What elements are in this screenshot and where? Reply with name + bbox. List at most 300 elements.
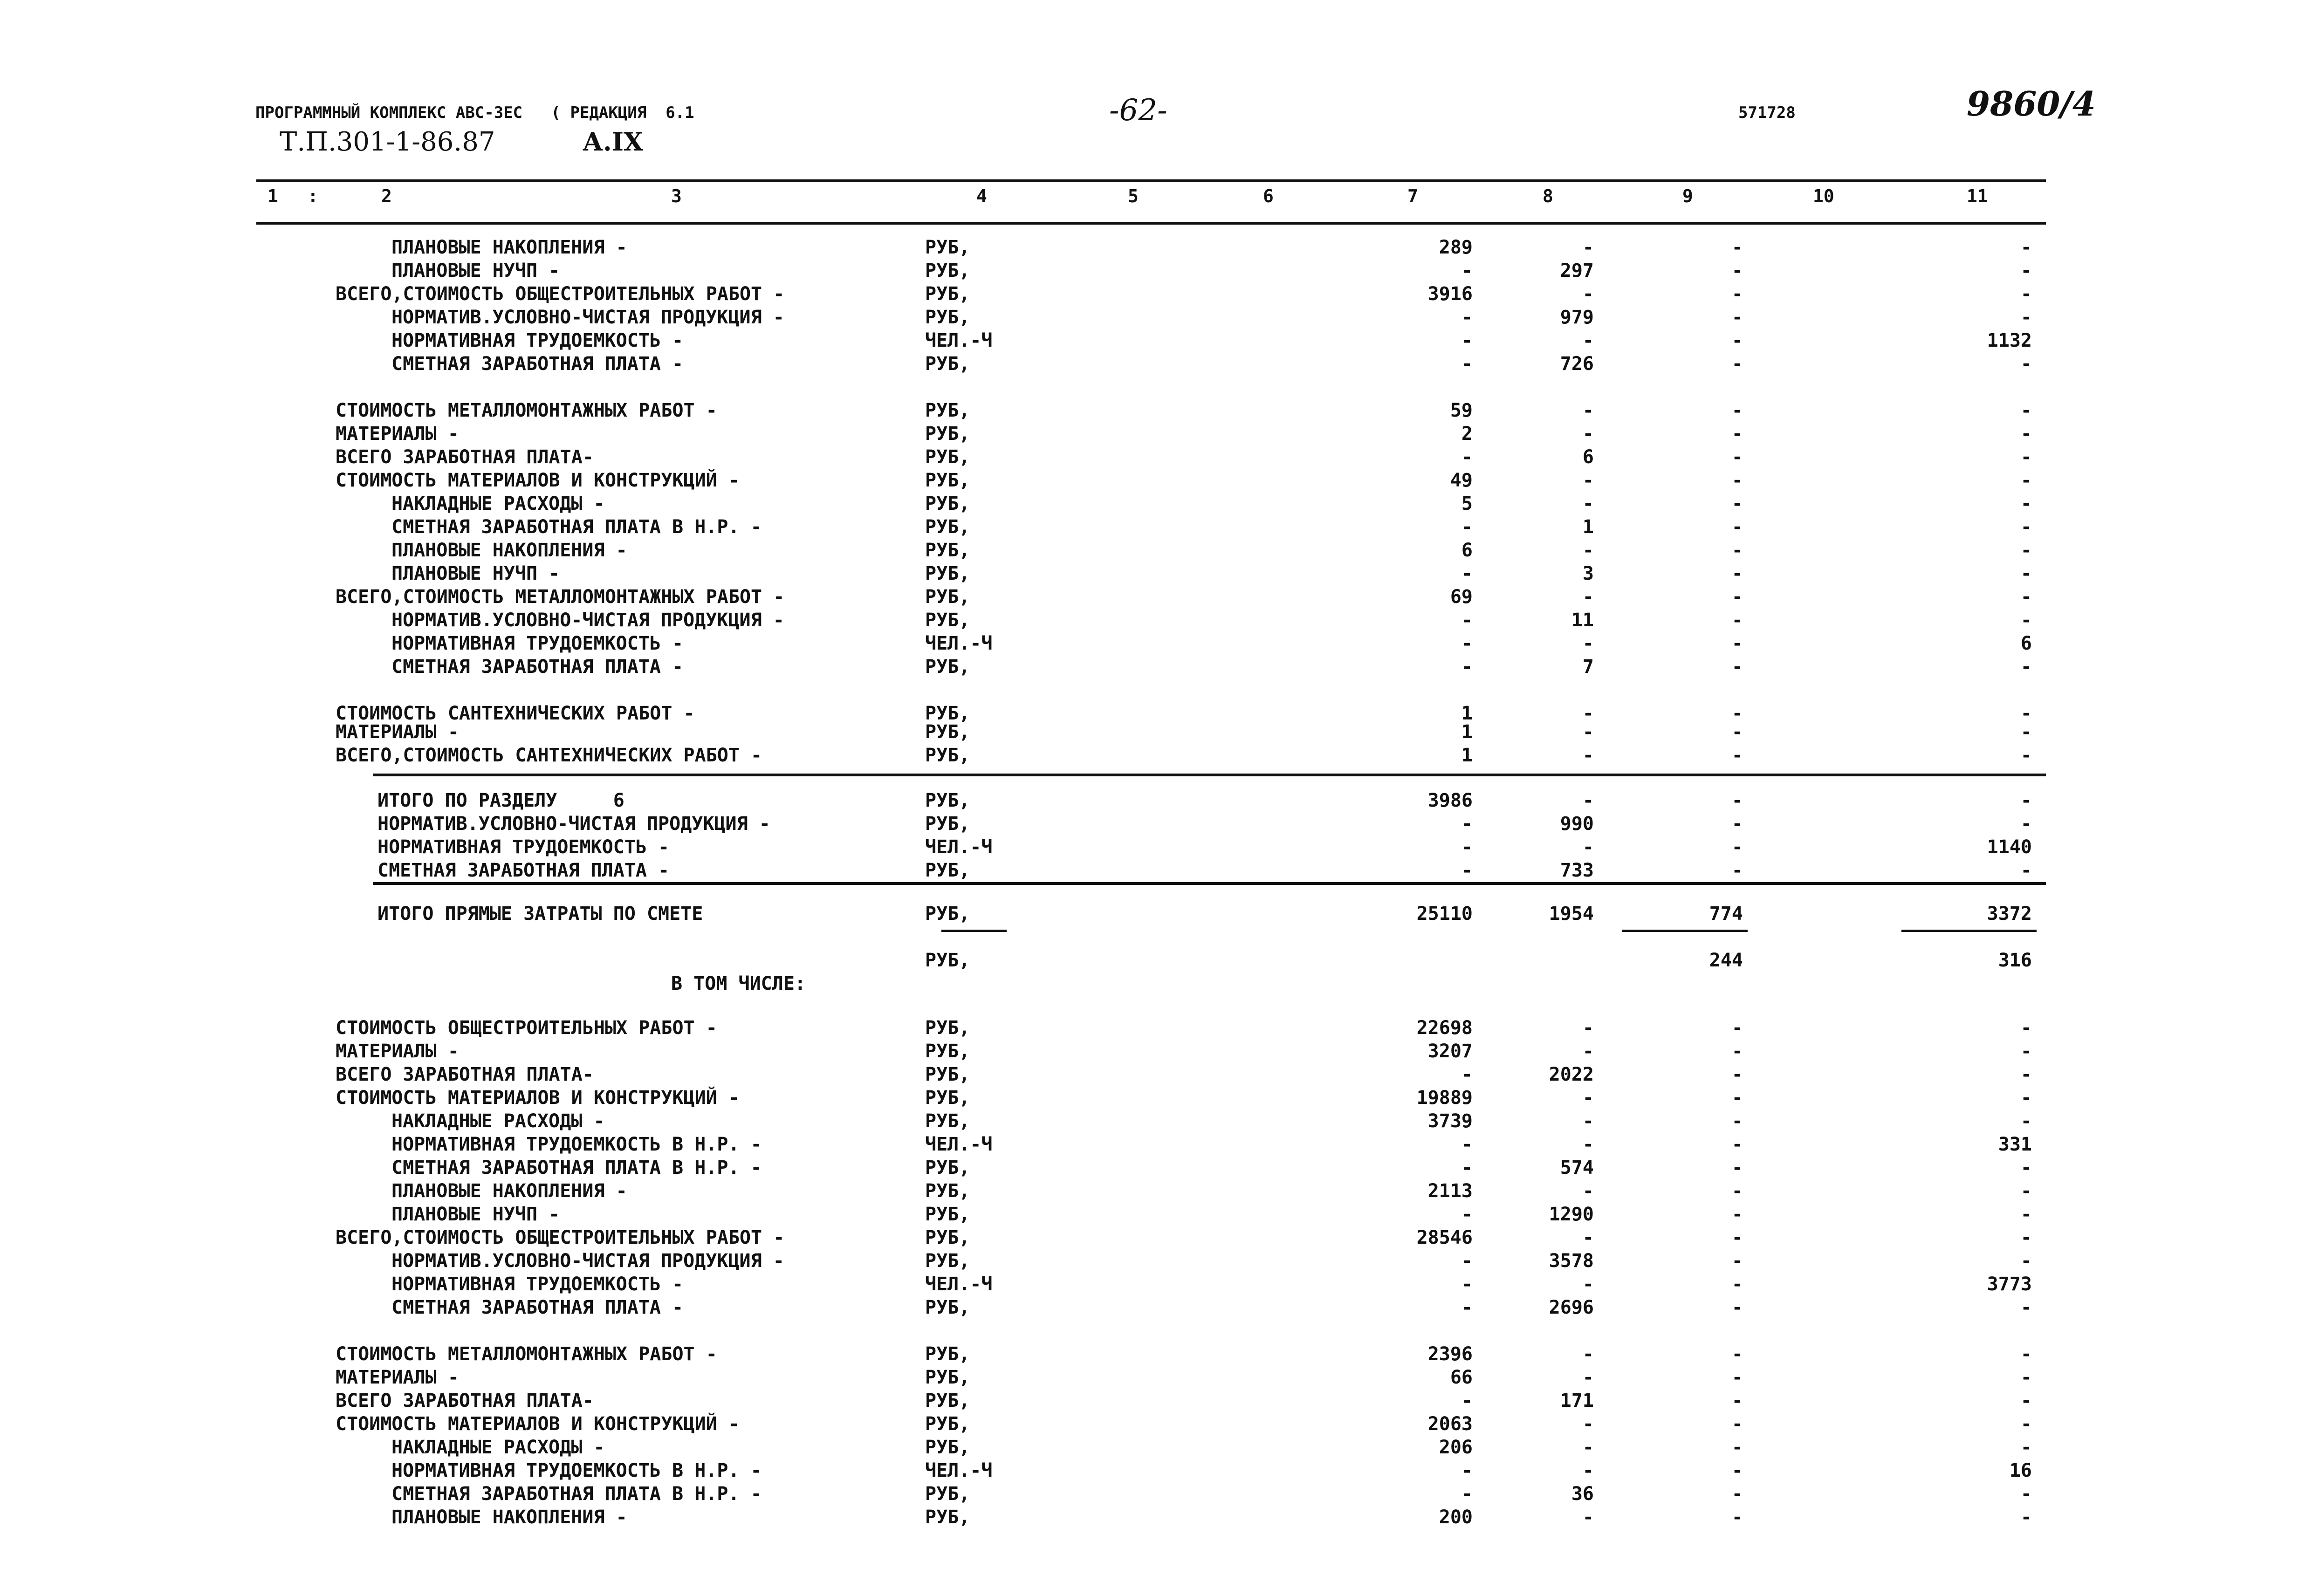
cell-col8: - [1582, 1437, 1594, 1458]
cell-col8: 726 [1560, 353, 1594, 375]
table-row [0, 788, 2312, 813]
row-unit: ЧЕЛ.-Ч [925, 836, 993, 858]
row-unit: РУБ, [925, 950, 970, 971]
row-unit: РУБ, [925, 516, 970, 538]
table-row [0, 1249, 2312, 1273]
row-label: МАТЕРИАЛЫ - [336, 1041, 459, 1062]
row-unit: РУБ, [925, 1204, 970, 1225]
cell-col11: - [2020, 493, 2032, 514]
row-unit: РУБ, [925, 1343, 970, 1365]
cell-col8: - [1582, 1460, 1594, 1481]
row-unit: РУБ, [925, 1507, 970, 1528]
table-row [0, 398, 2312, 423]
cell-col7: 2063 [1427, 1413, 1473, 1435]
cell-col11: - [2020, 1087, 2032, 1109]
cell-col8: 733 [1560, 860, 1594, 881]
cell-col8: - [1582, 423, 1594, 445]
cell-col7: - [1461, 1483, 1473, 1505]
cell-col9: - [1731, 493, 1743, 514]
cell-col9: - [1731, 860, 1743, 881]
cell-col8: - [1582, 836, 1594, 858]
row-unit: РУБ, [925, 656, 970, 678]
cell-col8: - [1582, 330, 1594, 351]
table-row [0, 562, 2312, 586]
row-label: СМЕТНАЯ ЗАРАБОТНАЯ ПЛАТА - [377, 860, 670, 881]
row-label: СМЕТНАЯ ЗАРАБОТНАЯ ПЛАТА - [391, 1297, 684, 1318]
cell-col8: - [1582, 1274, 1594, 1295]
table-row [0, 492, 2312, 516]
row-label: МАТЕРИАЛЫ - [336, 423, 459, 445]
cell-col7: - [1461, 1390, 1473, 1411]
row-unit: РУБ, [925, 1250, 970, 1272]
cell-col9: - [1731, 353, 1743, 375]
table-row [0, 1272, 2312, 1296]
cell-col8: 3578 [1549, 1250, 1594, 1272]
cell-col8: - [1582, 586, 1594, 608]
cell-col8: 297 [1560, 260, 1594, 281]
row-unit: РУБ, [925, 813, 970, 835]
header-program-line: ПРОГРАММНЫЙ КОМПЛЕКС АВС-3ЕС ( РЕДАКЦИЯ 6.1 [255, 103, 694, 122]
cell-col7: - [1461, 1157, 1473, 1178]
row-unit: РУБ, [925, 1041, 970, 1062]
table-row [0, 1039, 2312, 1063]
row-label: ВСЕГО ЗАРАБОТНАЯ ПЛАТА- [336, 446, 594, 468]
cell-col7: 3739 [1427, 1110, 1473, 1132]
cell-col11: - [2020, 423, 2032, 445]
cell-col11: - [2020, 237, 2032, 258]
cell-col8: 1954 [1549, 903, 1594, 925]
table-row [0, 282, 2312, 306]
cell-col11: - [2020, 1180, 2032, 1202]
cell-col9: - [1731, 1274, 1743, 1295]
row-unit: РУБ, [925, 903, 970, 925]
cell-col7: 2396 [1427, 1343, 1473, 1365]
cell-col9: - [1731, 330, 1743, 351]
cell-col9: - [1731, 1460, 1743, 1481]
cell-col11: - [2020, 790, 2032, 811]
row-label: ПЛАНОВЫЕ НАКОПЛЕНИЯ - [391, 1180, 627, 1202]
cell-col9: - [1731, 703, 1743, 724]
row-unit: РУБ, [925, 860, 970, 881]
cell-col7: 1 [1461, 703, 1473, 724]
cell-col9: - [1731, 1367, 1743, 1388]
header-code-number: 571728 [1738, 103, 1796, 122]
row-label: НАКЛАДНЫЕ РАСХОДЫ - [391, 1110, 605, 1132]
cell-col7: - [1461, 307, 1473, 328]
cell-col9: - [1731, 633, 1743, 654]
cell-col7: - [1461, 1460, 1473, 1481]
col-8: 8 [1543, 186, 1553, 206]
cell-col8: - [1582, 1087, 1594, 1109]
table-row [0, 1389, 2312, 1413]
cell-col11: - [2020, 400, 2032, 421]
cell-col9: - [1731, 610, 1743, 631]
row-label: ИТОГО ПРЯМЫЕ ЗАТРАТЫ ПО СМЕТЕ [377, 903, 703, 925]
table-row [0, 835, 2312, 859]
cell-col11: - [2020, 563, 2032, 584]
cell-col7: - [1461, 860, 1473, 881]
cell-col8: - [1582, 400, 1594, 421]
table-row [0, 1109, 2312, 1133]
cell-col8: 6 [1582, 446, 1594, 468]
cell-col11: - [2020, 1227, 2032, 1248]
cell-col8: 1290 [1549, 1204, 1594, 1225]
header-album: А.IX [583, 127, 643, 157]
cell-col11: - [2020, 1041, 2032, 1062]
cell-col7: - [1461, 1134, 1473, 1155]
row-label: СТОИМОСТЬ САНТЕХНИЧЕСКИХ РАБОТ - [336, 703, 695, 724]
cell-col11: - [2020, 283, 2032, 305]
col-3: 3 [671, 186, 682, 206]
cell-col7: 28546 [1416, 1227, 1473, 1248]
cell-col9: - [1731, 283, 1743, 305]
cell-col9: - [1731, 260, 1743, 281]
cell-col11: - [2020, 470, 2032, 491]
row-unit: РУБ, [925, 586, 970, 608]
cell-col7: 59 [1450, 400, 1473, 421]
table-row [0, 1295, 2312, 1320]
table-row [0, 812, 2312, 836]
row-label: СМЕТНАЯ ЗАРАБОТНАЯ ПЛАТА - [391, 353, 684, 375]
table-row [0, 743, 2312, 767]
cell-col7: 2 [1461, 423, 1473, 445]
cell-col7: - [1461, 353, 1473, 375]
cell-col11: 3372 [1987, 903, 2032, 925]
cell-col9: - [1731, 1227, 1743, 1248]
cell-col11: - [2020, 446, 2032, 468]
cell-col9: - [1731, 1134, 1743, 1155]
table-row [0, 1482, 2312, 1506]
cell-col7: 49 [1450, 470, 1473, 491]
row-unit: ЧЕЛ.-Ч [925, 1134, 993, 1155]
table-row [0, 1202, 2312, 1226]
cell-col9: - [1731, 516, 1743, 538]
row-label: НОРМАТИВНАЯ ТРУДОЕМКОСТЬ - [391, 633, 684, 654]
cell-col9: - [1731, 586, 1743, 608]
cell-col7: 6 [1461, 540, 1473, 561]
col-9: 9 [1682, 186, 1693, 206]
cell-col9: - [1731, 470, 1743, 491]
cell-col11: - [2020, 1297, 2032, 1318]
cell-col7: 3207 [1427, 1041, 1473, 1062]
cell-col11: - [2020, 353, 2032, 375]
cell-col9: - [1731, 790, 1743, 811]
cell-col11: - [2020, 1413, 2032, 1435]
cell-col11: - [2020, 656, 2032, 678]
row-unit: РУБ, [925, 283, 970, 305]
cell-col11: - [2020, 1343, 2032, 1365]
row-label: НОРМАТИВНАЯ ТРУДОЕМКОСТЬ - [391, 330, 684, 351]
table-row [0, 515, 2312, 539]
table-row [0, 329, 2312, 353]
table-row [0, 720, 2312, 744]
table-row [0, 1179, 2312, 1203]
table-row [0, 585, 2312, 609]
cell-col8: - [1582, 703, 1594, 724]
row-unit: РУБ, [925, 1157, 970, 1178]
table-row [0, 468, 2312, 493]
col-7: 7 [1407, 186, 1418, 206]
table-row [0, 305, 2312, 329]
table-row [0, 1226, 2312, 1250]
table-row [0, 1505, 2312, 1529]
cell-col11: - [2020, 1483, 2032, 1505]
cell-col7: - [1461, 1274, 1473, 1295]
cell-col8: 7 [1582, 656, 1594, 678]
cell-col9: - [1731, 1437, 1743, 1458]
cell-col11: - [2020, 745, 2032, 766]
row-label: ПЛАНОВЫЕ НАКОПЛЕНИЯ - [391, 237, 627, 258]
cell-col11: - [2020, 703, 2032, 724]
cell-col7: 19889 [1416, 1087, 1473, 1109]
table-row [0, 1435, 2312, 1459]
cell-col11: - [2020, 860, 2032, 881]
cell-col11: 316 [1998, 950, 2032, 971]
cell-col11: - [2020, 1367, 2032, 1388]
row-unit: РУБ, [925, 610, 970, 631]
row-unit: РУБ, [925, 540, 970, 561]
row-unit: РУБ, [925, 1227, 970, 1248]
row-label: СТОИМОСТЬ МЕТАЛЛОМОНТАЖНЫХ РАБОТ - [336, 400, 717, 421]
cell-col8: 2696 [1549, 1297, 1594, 1318]
cell-col11: - [2020, 1437, 2032, 1458]
cell-col7: - [1461, 656, 1473, 678]
cell-col8: - [1582, 237, 1594, 258]
cell-col7: 66 [1450, 1367, 1473, 1388]
cell-col7: 1 [1461, 745, 1473, 766]
cell-col8: - [1582, 283, 1594, 305]
row-label: СМЕТНАЯ ЗАРАБОТНАЯ ПЛАТА В Н.Р. - [391, 1157, 762, 1178]
cell-col8: - [1582, 1110, 1594, 1132]
row-unit: РУБ, [925, 1087, 970, 1109]
table-row [0, 1459, 2312, 1483]
cell-col11: 331 [1998, 1134, 2032, 1155]
table-row [0, 422, 2312, 446]
cell-col11: 1140 [1987, 836, 2032, 858]
table-row [0, 631, 2312, 656]
table-row [0, 655, 2312, 679]
row-label: ИТОГО ПО РАЗДЕЛУ 6 [377, 790, 624, 811]
row-label: ВСЕГО ЗАРАБОТНАЯ ПЛАТА- [336, 1390, 594, 1411]
page-number-mark: -62- [1109, 93, 1167, 128]
cell-col8: - [1582, 633, 1594, 654]
row-unit: РУБ, [925, 446, 970, 468]
table-row [0, 259, 2312, 283]
row-label: СМЕТНАЯ ЗАРАБОТНАЯ ПЛАТА В Н.Р. - [391, 1483, 762, 1505]
cell-col9: - [1731, 1483, 1743, 1505]
cell-col8: - [1582, 540, 1594, 561]
cell-col9: - [1731, 1064, 1743, 1085]
row-label: ВСЕГО,СТОИМОСТЬ ОБЩЕСТРОИТЕЛЬНЫХ РАБОТ - [336, 1227, 785, 1248]
cell-col11: - [2020, 1204, 2032, 1225]
table-row [0, 445, 2312, 469]
cell-col8: - [1582, 493, 1594, 514]
row-label: НОРМАТИВНАЯ ТРУДОЕМКОСТЬ - [377, 836, 670, 858]
cell-col8: - [1582, 745, 1594, 766]
col-11: 11 [1967, 186, 1988, 206]
row-unit: РУБ, [925, 400, 970, 421]
cell-col11: - [2020, 721, 2032, 743]
cell-col11: - [2020, 260, 2032, 281]
row-label: НОРМАТИВ.УСЛОВНО-ЧИСТАЯ ПРОДУКЦИЯ - [391, 1250, 784, 1272]
row-label: ПЛАНОВЫЕ НУЧП - [391, 260, 560, 281]
row-label: СТОИМОСТЬ МАТЕРИАЛОВ И КОНСТРУКЦИЙ - [336, 470, 740, 491]
cell-col9: - [1731, 1343, 1743, 1365]
row-unit: ЧЕЛ.-Ч [925, 1460, 993, 1481]
cell-col7: 3986 [1427, 790, 1473, 811]
col-sep: : [308, 186, 318, 206]
table-row [0, 1062, 2312, 1087]
cell-col9: - [1731, 721, 1743, 743]
cell-col8: 979 [1560, 307, 1594, 328]
table-row [0, 902, 2312, 926]
row-label: СМЕТНАЯ ЗАРАБОТНАЯ ПЛАТА - [391, 656, 684, 678]
cell-col9: - [1731, 307, 1743, 328]
row-label: ВСЕГО,СТОИМОСТЬ МЕТАЛЛОМОНТАЖНЫХ РАБОТ - [336, 586, 785, 608]
row-unit: РУБ, [925, 703, 970, 724]
row-label: ВСЕГО,СТОИМОСТЬ ОБЩЕСТРОИТЕЛЬНЫХ РАБОТ - [336, 283, 785, 305]
cell-col11: - [2020, 813, 2032, 835]
cell-col7: - [1461, 610, 1473, 631]
row-label: ВСЕГО,СТОИМОСТЬ САНТЕХНИЧЕСКИХ РАБОТ - [336, 745, 762, 766]
cell-col9: - [1731, 1087, 1743, 1109]
cell-col7: 3916 [1427, 283, 1473, 305]
cell-col8: - [1582, 790, 1594, 811]
col-2: 2 [381, 186, 392, 206]
cell-col9: - [1731, 1297, 1743, 1318]
cell-col9: - [1731, 656, 1743, 678]
cell-col9: 774 [1709, 903, 1743, 925]
cell-col7: - [1461, 1250, 1473, 1272]
cell-col9: - [1731, 1250, 1743, 1272]
table-row [0, 1132, 2312, 1157]
cell-col9: - [1731, 1390, 1743, 1411]
row-label: МАТЕРИАЛЫ - [336, 1367, 459, 1388]
cell-col8: - [1582, 1507, 1594, 1528]
row-label: НОРМАТИВНАЯ ТРУДОЕМКОСТЬ - [391, 1274, 684, 1295]
header-project-code: Т.П.301-1-86.87 [280, 127, 495, 157]
handwritten-sheet-number: 9860/4 [1967, 84, 2096, 123]
table-row [0, 608, 2312, 632]
cell-col8: 11 [1571, 610, 1594, 631]
row-unit: РУБ, [925, 1297, 970, 1318]
row-unit: РУБ, [925, 1413, 970, 1435]
cell-col9: - [1731, 1017, 1743, 1039]
cell-col11: - [2020, 610, 2032, 631]
row-unit: РУБ, [925, 1110, 970, 1132]
cell-col11: - [2020, 586, 2032, 608]
cell-col8: 1 [1582, 516, 1594, 538]
cell-col8: - [1582, 1413, 1594, 1435]
cell-col8: - [1582, 1180, 1594, 1202]
table-row [0, 1342, 2312, 1366]
cell-col7: - [1461, 1204, 1473, 1225]
row-label: МАТЕРИАЛЫ - [336, 721, 459, 743]
row-unit: РУБ, [925, 1483, 970, 1505]
col-5: 5 [1128, 186, 1139, 206]
cell-col7: - [1461, 813, 1473, 835]
table-row [0, 1156, 2312, 1180]
cell-col8: 171 [1560, 1390, 1594, 1411]
row-label: ВСЕГО ЗАРАБОТНАЯ ПЛАТА- [336, 1064, 594, 1085]
cell-col7: 200 [1439, 1507, 1473, 1528]
cell-col7: - [1461, 516, 1473, 538]
cell-col11: 3773 [1987, 1274, 2032, 1295]
cell-col11: 16 [2009, 1460, 2032, 1481]
cell-col9: - [1731, 540, 1743, 561]
cell-col9: - [1731, 1110, 1743, 1132]
cell-col9: - [1731, 813, 1743, 835]
row-unit: РУБ, [925, 721, 970, 743]
cell-col7: - [1461, 1297, 1473, 1318]
row-label: НОРМАТИВ.УСЛОВНО-ЧИСТАЯ ПРОДУКЦИЯ - [391, 610, 784, 631]
cell-col8: - [1582, 721, 1594, 743]
cell-col7: - [1461, 330, 1473, 351]
cell-col9: - [1731, 237, 1743, 258]
table-row [0, 538, 2312, 562]
cell-col8: - [1582, 1343, 1594, 1365]
cell-col11: - [2020, 540, 2032, 561]
row-label: СМЕТНАЯ ЗАРАБОТНАЯ ПЛАТА В Н.Р. - [391, 516, 762, 538]
subsection-heading: В ТОМ ЧИСЛЕ: [671, 973, 806, 994]
cell-col7: 5 [1461, 493, 1473, 514]
cell-col7: 25110 [1416, 903, 1473, 925]
cell-col11: 6 [2020, 633, 2032, 654]
row-unit: ЧЕЛ.-Ч [925, 1274, 993, 1295]
cell-col9: - [1731, 1180, 1743, 1202]
table-row [0, 1016, 2312, 1040]
cell-col9: - [1731, 563, 1743, 584]
row-label: НОРМАТИВНАЯ ТРУДОЕМКОСТЬ В Н.Р. - [391, 1134, 762, 1155]
cell-col11: - [2020, 516, 2032, 538]
cell-col7: 289 [1439, 237, 1473, 258]
cell-col8: 36 [1571, 1483, 1594, 1505]
cell-col8: - [1582, 1017, 1594, 1039]
row-unit: РУБ, [925, 1064, 970, 1085]
cell-col7: 206 [1439, 1437, 1473, 1458]
cell-col8: - [1582, 1367, 1594, 1388]
row-label: НОРМАТИВ.УСЛОВНО-ЧИСТАЯ ПРОДУКЦИЯ - [391, 307, 784, 328]
col-1: 1 [268, 186, 278, 206]
col-4: 4 [976, 186, 987, 206]
table-row [0, 1365, 2312, 1390]
row-label: НАКЛАДНЫЕ РАСХОДЫ - [391, 1437, 605, 1458]
cell-col8: 990 [1560, 813, 1594, 835]
row-label: ПЛАНОВЫЕ НУЧП - [391, 1204, 560, 1225]
cell-col11: - [2020, 1017, 2032, 1039]
cell-col7: 1 [1461, 721, 1473, 743]
cell-col8: - [1582, 470, 1594, 491]
row-unit: РУБ, [925, 1017, 970, 1039]
cell-col7: - [1461, 836, 1473, 858]
cell-col11: - [2020, 1390, 2032, 1411]
cell-col9: - [1731, 1413, 1743, 1435]
cell-col9: - [1731, 1041, 1743, 1062]
row-unit: ЧЕЛ.-Ч [925, 633, 993, 654]
row-unit: РУБ, [925, 1390, 970, 1411]
cell-col8: 3 [1582, 563, 1594, 584]
row-unit: РУБ, [925, 1367, 970, 1388]
table-row [0, 1412, 2312, 1436]
row-label: ПЛАНОВЫЕ НУЧП - [391, 563, 560, 584]
table-row [0, 858, 2312, 883]
row-label: НОРМАТИВНАЯ ТРУДОЕМКОСТЬ В Н.Р. - [391, 1460, 762, 1481]
row-unit: РУБ, [925, 260, 970, 281]
cell-col7: - [1461, 1064, 1473, 1085]
cell-col7: 22698 [1416, 1017, 1473, 1039]
cell-col11: - [2020, 1110, 2032, 1132]
table-row [0, 235, 2312, 260]
